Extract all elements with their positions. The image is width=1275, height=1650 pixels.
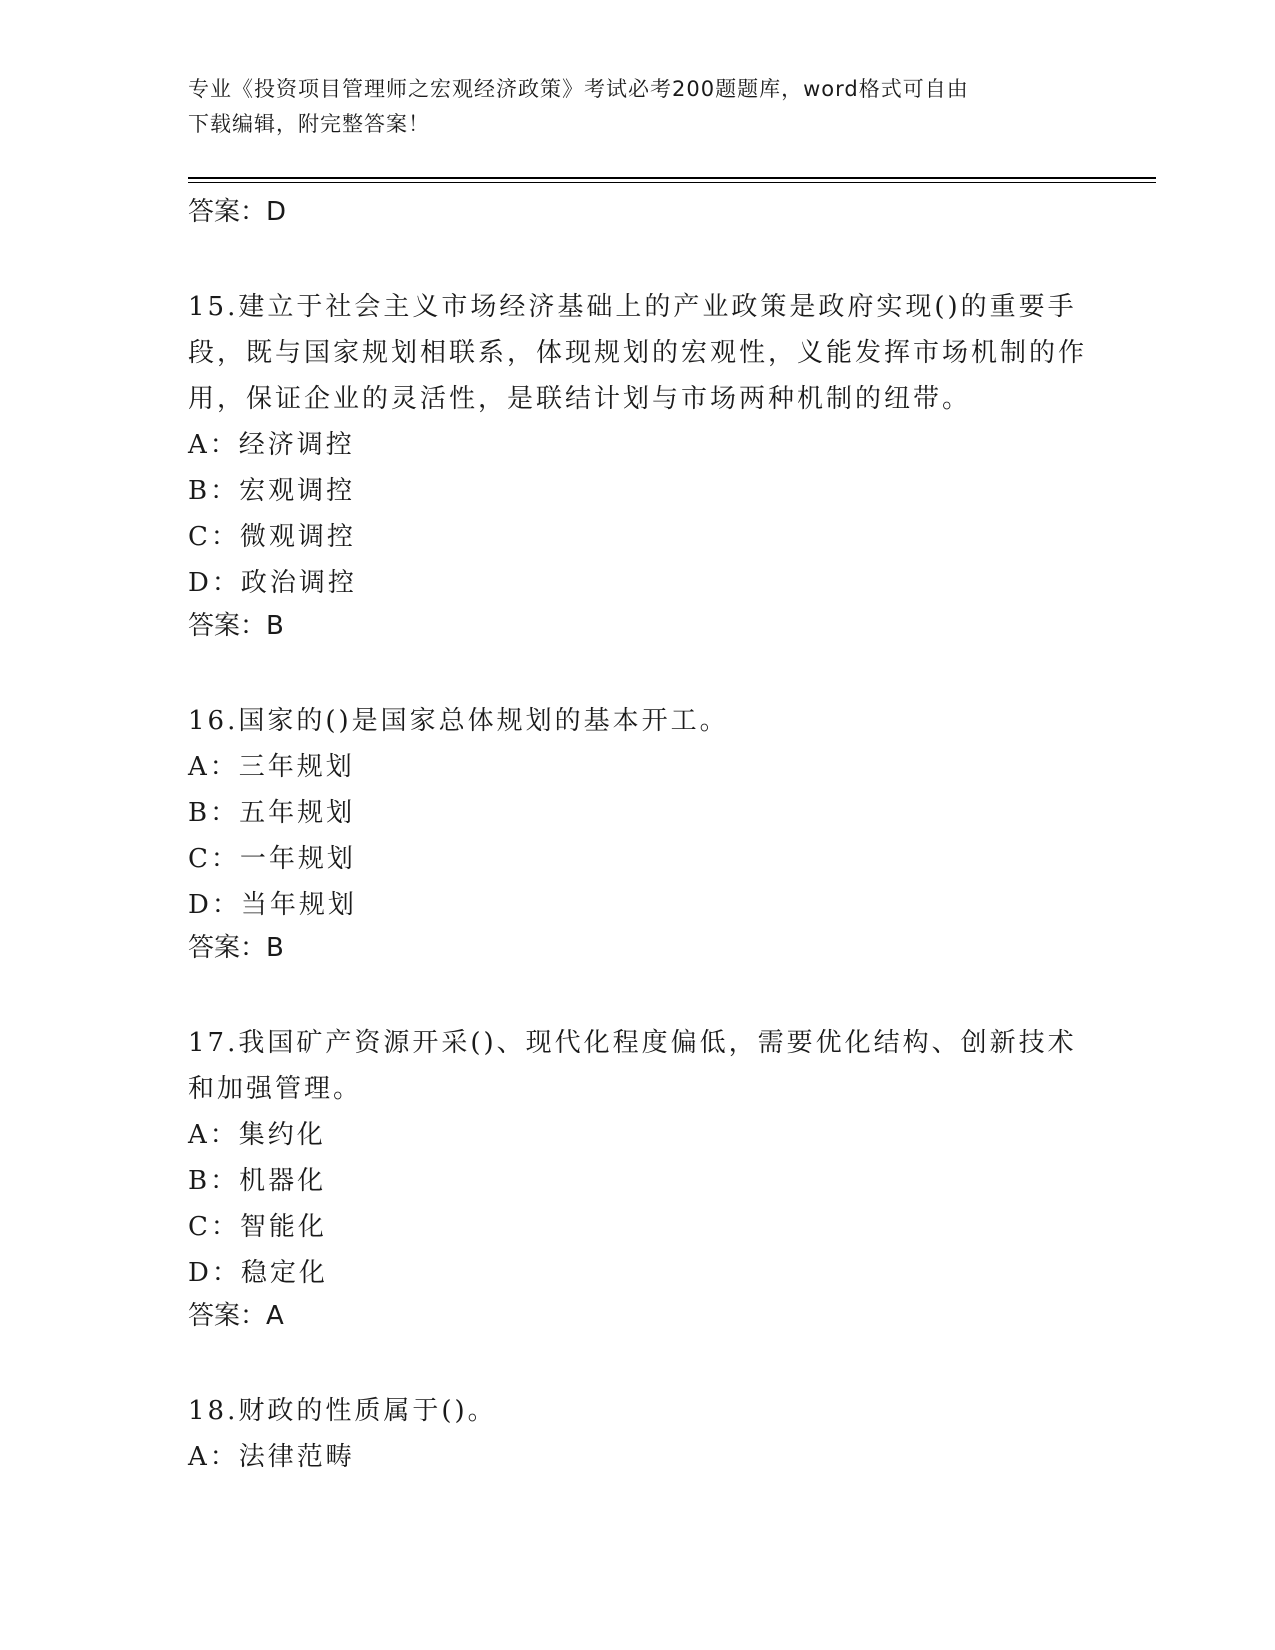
question-text: 16.国家的()是国家总体规划的基本开工。	[188, 706, 729, 736]
header-line-1: 专业《投资项目管理师之宏观经济政策》考试必考200题题库，word格式可自由	[188, 77, 969, 101]
header-rule-thin	[188, 182, 1156, 183]
answer-line: 答案：D	[188, 197, 287, 227]
option-c: C：一年规划	[188, 844, 356, 874]
question-text: 15.建立于社会主义市场经济基础上的产业政策是政府实现()的重要手段，既与国家规划相联系，体现规划的宏观性，义能发挥市场机制的作用，保证企业的灵活性，是联结计划与市场两种机制的纽带。	[188, 292, 1088, 414]
answer-line: 答案：A	[188, 1301, 284, 1331]
option-a: A：经济调控	[188, 430, 355, 460]
header-rule-thick	[188, 177, 1156, 179]
question-list	[188, 192, 1088, 1480]
option-c: C：微观调控	[188, 522, 356, 552]
option-a: A：法律范畴	[188, 1442, 355, 1472]
question-text: 17.我国矿产资源开采()、现代化程度偏低，需要优化结构、创新技术和加强管理。	[188, 1028, 1077, 1104]
option-d: D：稳定化	[188, 1258, 328, 1288]
option-d: D：当年规划	[188, 890, 357, 920]
answer-line: 答案：B	[188, 933, 284, 963]
option-c: C：智能化	[188, 1212, 327, 1242]
option-b: B：宏观调控	[188, 476, 356, 506]
option-a: A：三年规划	[188, 752, 355, 782]
header-line-2: 下载编辑，附完整答案！	[188, 112, 430, 136]
option-b: B：五年规划	[188, 798, 356, 828]
document-header	[188, 72, 1088, 142]
option-d: D：政治调控	[188, 568, 357, 598]
question-text: 18.财政的性质属于()。	[188, 1396, 497, 1426]
option-a: A：集约化	[188, 1120, 326, 1150]
option-b: B：机器化	[188, 1166, 327, 1196]
answer-line: 答案：B	[188, 611, 284, 641]
